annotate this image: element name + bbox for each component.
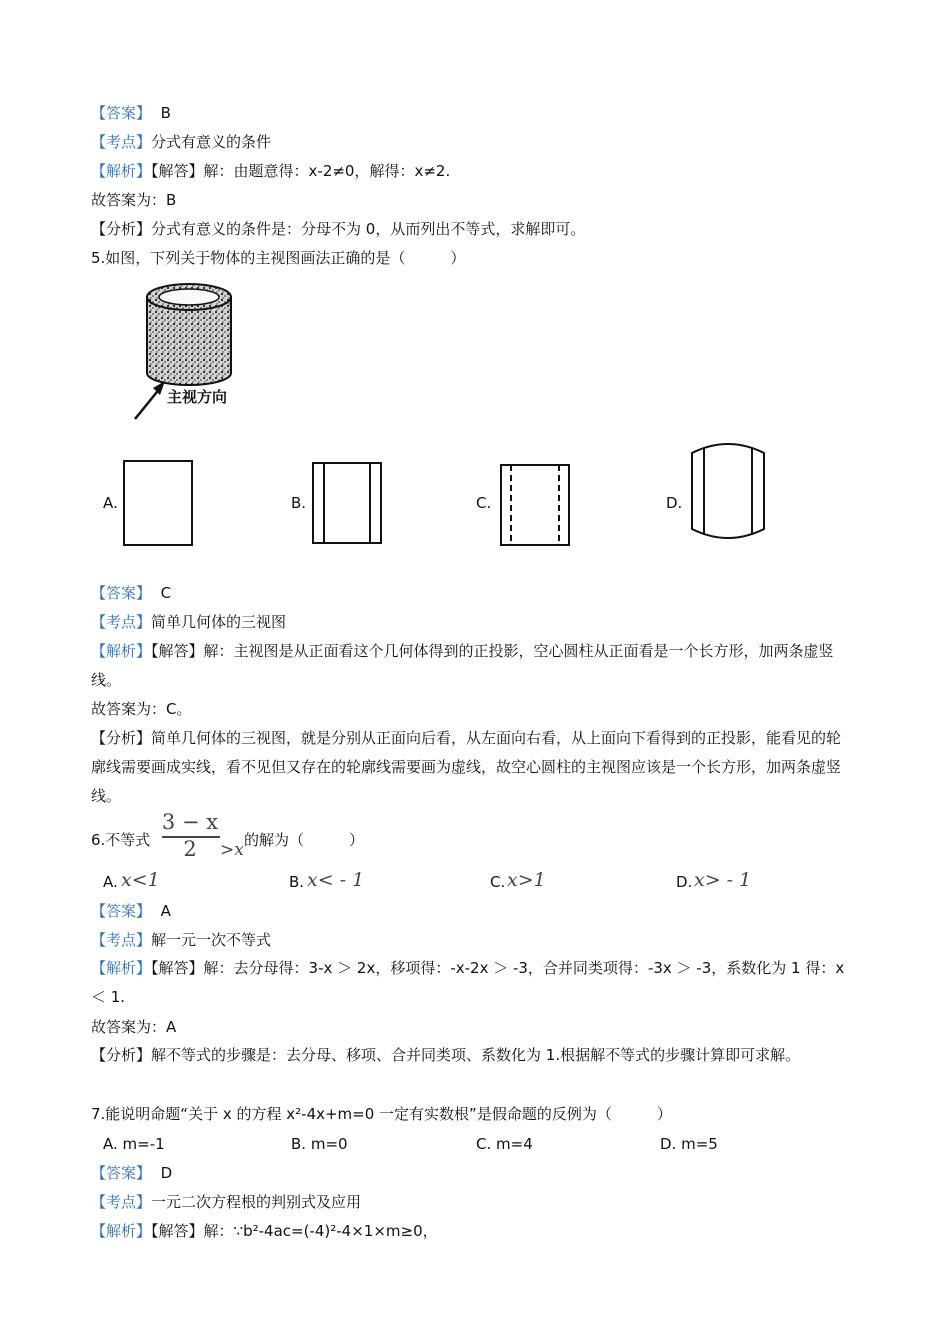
answer-tag: 【答案】 xyxy=(91,902,152,920)
fraction-numerator: 3 − x xyxy=(161,810,219,834)
q5-answer-line xyxy=(91,583,171,603)
q6-point: 解一元一次不等式 xyxy=(151,931,272,949)
point-tag: 【考点】 xyxy=(91,1193,152,1211)
q7-answer: D xyxy=(160,1164,173,1182)
fraction-rhs: >x xyxy=(220,840,244,860)
q7-point: 一元二次方程根的判别式及应用 xyxy=(151,1193,362,1211)
point-tag: 【考点】 xyxy=(91,931,152,949)
solve-tag: 【解答】 xyxy=(151,1222,204,1240)
q6-option-c-letter: C. xyxy=(490,873,506,891)
analysis-tag: 【解析】 xyxy=(91,642,152,660)
q6-analysis-block xyxy=(91,954,851,1012)
q4-analysis-line xyxy=(91,161,450,181)
q6-point-line xyxy=(91,930,271,950)
q6-question-prefix: 6.不等式 xyxy=(91,831,151,849)
q6-question-suffix: 的解为（ ） xyxy=(244,831,365,849)
q5-question: 5.如图，下列关于物体的主视图画法正确的是（ ） xyxy=(91,249,466,267)
q4-point: 分式有意义的条件 xyxy=(151,133,272,151)
point-tag: 【考点】 xyxy=(91,133,152,151)
q6-option-a-expr: x<1 xyxy=(121,869,160,891)
q6-option-b-expr: x< - 1 xyxy=(307,869,365,891)
q7-option-c: C. m=4 xyxy=(476,1135,533,1153)
q5-fenxi: 简单几何体的三视图，就是分别从正面向后看，从左面向右看，从上面向下看得到的正投影，能看见的轮廓线需要画成实线，看不见但又存在的轮廓线需要画为虚线，故空心圆柱的主视图应该是一个长方形，加两条虚竖线。 xyxy=(91,729,842,805)
q5-option-b-figure xyxy=(309,460,385,546)
q5-point: 简单几何体的三视图 xyxy=(151,613,287,631)
q5-analysis-block xyxy=(91,637,851,695)
q5-answer: C xyxy=(160,584,172,602)
q7-solution: 解：∵b²-4ac=(-4)²-4×1×m≥0， xyxy=(203,1222,438,1240)
fenxi-tag: 【分析】 xyxy=(91,1046,152,1064)
q5-option-c-label: C. xyxy=(476,494,492,512)
q4-fenxi: 分式有意义的条件是：分母不为 0，从而列出不等式，求解即可。 xyxy=(151,220,586,238)
solve-tag: 【解答】 xyxy=(151,642,204,660)
q4-final: 故答案为：B xyxy=(91,191,177,209)
q5-option-d-figure xyxy=(686,437,770,547)
q6-answer: A xyxy=(160,902,171,920)
figure-caption: 主视方向 xyxy=(167,388,228,406)
analysis-tag: 【解析】 xyxy=(91,959,152,977)
q7-option-a: A. m=-1 xyxy=(103,1135,165,1153)
fenxi-tag: 【分析】 xyxy=(91,729,152,747)
q4-point-line xyxy=(91,132,271,152)
q4-fenxi-line xyxy=(91,219,585,239)
q6-options xyxy=(0,869,950,893)
q6-answer-line xyxy=(91,901,171,921)
analysis-tag: 【解析】 xyxy=(91,1222,152,1240)
q6-fenxi: 解不等式的步骤是：去分母、移项、合并同类项、系数化为 1.根据解不等式的步骤计算即可求解。 xyxy=(151,1046,801,1064)
q6-option-d-expr: x> - 1 xyxy=(694,869,752,891)
q4-answer-line xyxy=(91,103,171,123)
q5-fenxi-block xyxy=(91,724,851,811)
q5-final: 故答案为：C。 xyxy=(91,700,192,718)
q7-answer-line xyxy=(91,1163,172,1183)
solve-tag: 【解答】 xyxy=(151,959,204,977)
q5-option-d-label: D. xyxy=(666,494,683,512)
q5-option-a-figure xyxy=(120,457,196,549)
q7-option-b: B. m=0 xyxy=(291,1135,348,1153)
q7-options xyxy=(0,1133,950,1157)
q5-option-c-figure xyxy=(497,462,573,548)
q7-option-d: D. m=5 xyxy=(660,1135,718,1153)
answer-tag: 【答案】 xyxy=(91,1164,152,1182)
q6-option-b-letter: B. xyxy=(289,873,305,891)
q4-solution: 解：由题意得：x-2≠0，解得：x≠2. xyxy=(203,162,451,180)
hollow-cylinder-figure xyxy=(125,275,265,425)
q6-option-a-letter: A. xyxy=(103,873,118,891)
solve-tag: 【解答】 xyxy=(151,162,204,180)
q5-option-a-label: A. xyxy=(103,494,118,512)
q5-option-b-label: B. xyxy=(291,494,307,512)
analysis-tag: 【解析】 xyxy=(91,162,152,180)
q7-question: 7.能说明命题“关于 x 的方程 x²-4x+m=0 一定有实数根”是假命题的反例为（ ） xyxy=(91,1105,672,1123)
q7-point-line xyxy=(91,1192,361,1212)
q6-fraction xyxy=(160,810,244,862)
fraction-denominator: 2 xyxy=(183,837,197,861)
q5-point-line xyxy=(91,612,286,632)
q6-option-c-expr: x>1 xyxy=(507,869,546,891)
q6-solution: 解：去分母得：3-x ＞ 2x，移项得：-x-2x ＞ -3，合并同类项得：-3x ＞ -3，系数化为 1 得：x ＜ 1. xyxy=(91,959,845,1006)
q5-solution: 解：主视图是从正面看这个几何体得到的正投影，空心圆柱从正面看是一个长方形，加两条虚竖线。 xyxy=(91,642,834,689)
fenxi-tag: 【分析】 xyxy=(91,220,152,238)
q6-fenxi-block xyxy=(91,1041,851,1070)
point-tag: 【考点】 xyxy=(91,613,152,631)
q6-option-d-letter: D. xyxy=(676,873,693,891)
answer-tag: 【答案】 xyxy=(91,584,152,602)
q4-answer: B xyxy=(160,104,171,122)
answer-tag: 【答案】 xyxy=(91,104,152,122)
q7-analysis-line xyxy=(91,1221,438,1241)
q6-final: 故答案为：A xyxy=(91,1018,177,1036)
